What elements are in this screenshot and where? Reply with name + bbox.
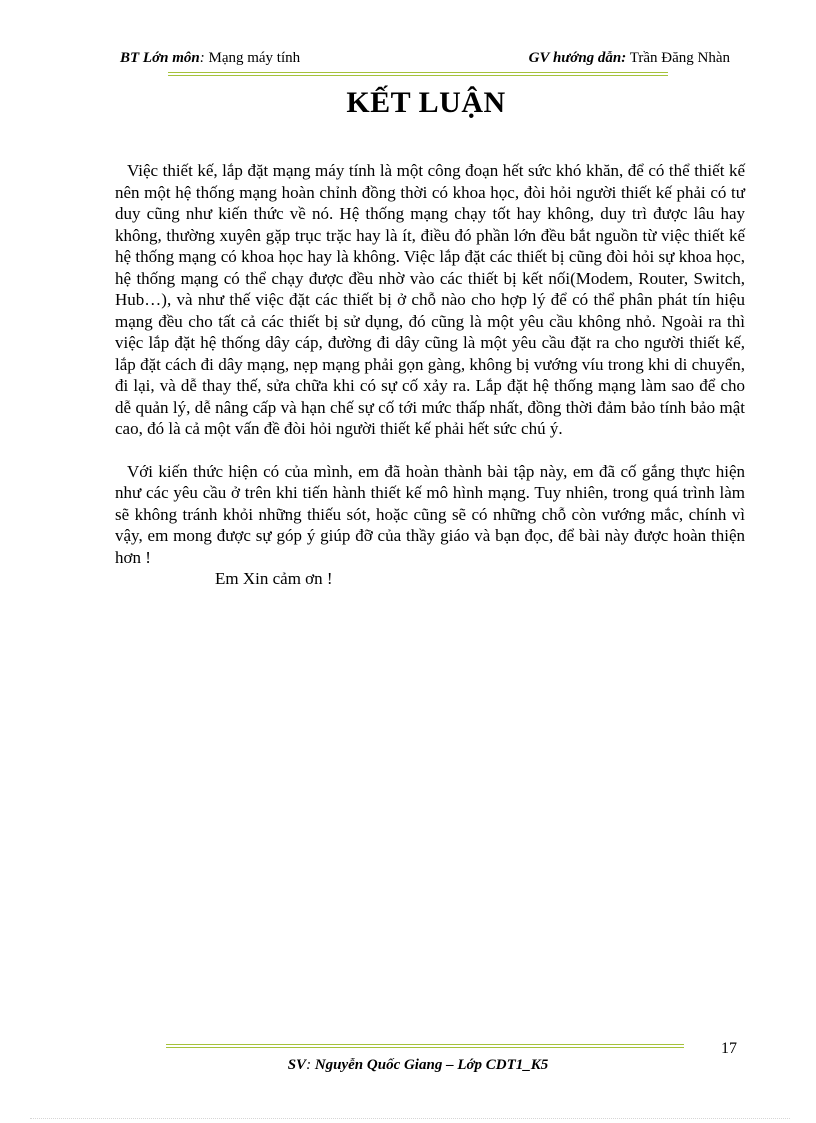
document-body bbox=[115, 160, 745, 590]
closing-line: Em Xin cảm ơn ! bbox=[215, 569, 333, 588]
page-edge-divider bbox=[30, 1118, 790, 1119]
student-label: SV bbox=[287, 1057, 307, 1073]
teacher-value: Trần Đăng Nhàn bbox=[626, 50, 730, 66]
teacher-label: GV hướng dẫn: bbox=[528, 50, 627, 66]
footer-rule bbox=[166, 1044, 684, 1048]
student-separator: : bbox=[306, 1057, 315, 1073]
paragraph-1: Việc thiết kế, lắp đặt mạng máy tính là một công đoạn hết sức khó khăn, để có thể thiết kế nên một hệ thống mạng hoàn chỉnh đồng thời có khoa học, đòi hỏi người thiết kế phải có tư duy cũng như kiến thức về nó. Hệ thống mạng chạy tốt hay không, duy trì được lâu hay không, thường xuyên gặp trục trặc hay là ít, điều đó phần lớn đều bắt nguồn từ việc thiết kế hệ thống mạng có khoa học hay là không. Việc lắp đặt các thiết bị cũng đòi hỏi sự khoa học, hệ thống mạng có thể chạy được đều nhờ vào các thiết bị kết nối(Modem, Router, Switch, Hub…), và như thế việc đặt các thiết bị ở chỗ nào cho hợp lý để có thể phân phát tín hiệu mạng đều cho tất cả các thiết bị sử dụng, đó cũng là một yêu cầu không nhỏ. Ngoài ra thì việc lắp đặt hệ thống dây cáp, đường đi dây cũng là một yêu cầu đặt ra cho người thiết kế, lắp đặt cách đi dây mạng, nẹp mạng phải gọn gàng, không bị vướng víu trong khi di chuyển, đi lại, và dễ thay thế, sửa chữa khi có sự cố xảy ra. Lắp đặt hệ thống mạng làm sao để cho dễ quản lý, dễ nâng cấp và hạn chế sự cố tới mức thấp nhất, đồng thời đảm bảo tính bảo mật cao, đó là cả một vấn đề đòi hỏi người thiết kế phải hết sức chú ý. bbox=[115, 161, 745, 438]
course-separator: : bbox=[199, 50, 209, 66]
header-rule bbox=[168, 72, 668, 76]
header-teacher bbox=[529, 50, 730, 67]
page-header bbox=[120, 50, 730, 70]
page-number: 17 bbox=[721, 1040, 737, 1057]
page-footer bbox=[0, 1057, 816, 1074]
paragraph-2: Với kiến thức hiện có của mình, em đã hoàn thành bài tập này, em đã cố gắng thực hiện như các yêu cầu ở trên khi tiến hành thiết kế mô hình mạng. Tuy nhiên, trong quá trình làm sẽ không tránh khỏi những thiếu sót, hoặc cũng sẽ có những chỗ còn vướng mắc, chính vì vậy, em mong được sự góp ý giúp đỡ của thầy giáo và bạn đọc, để bài này được hoàn thiện hơn ! bbox=[115, 461, 745, 567]
header-course bbox=[120, 50, 300, 67]
course-value: Mạng máy tính bbox=[208, 50, 301, 66]
page-title: KẾT LUẬN bbox=[346, 86, 506, 119]
course-label: BT Lớn môn bbox=[120, 50, 200, 66]
student-value: Nguyễn Quốc Giang – Lớp CDT1_K5 bbox=[314, 1057, 549, 1073]
